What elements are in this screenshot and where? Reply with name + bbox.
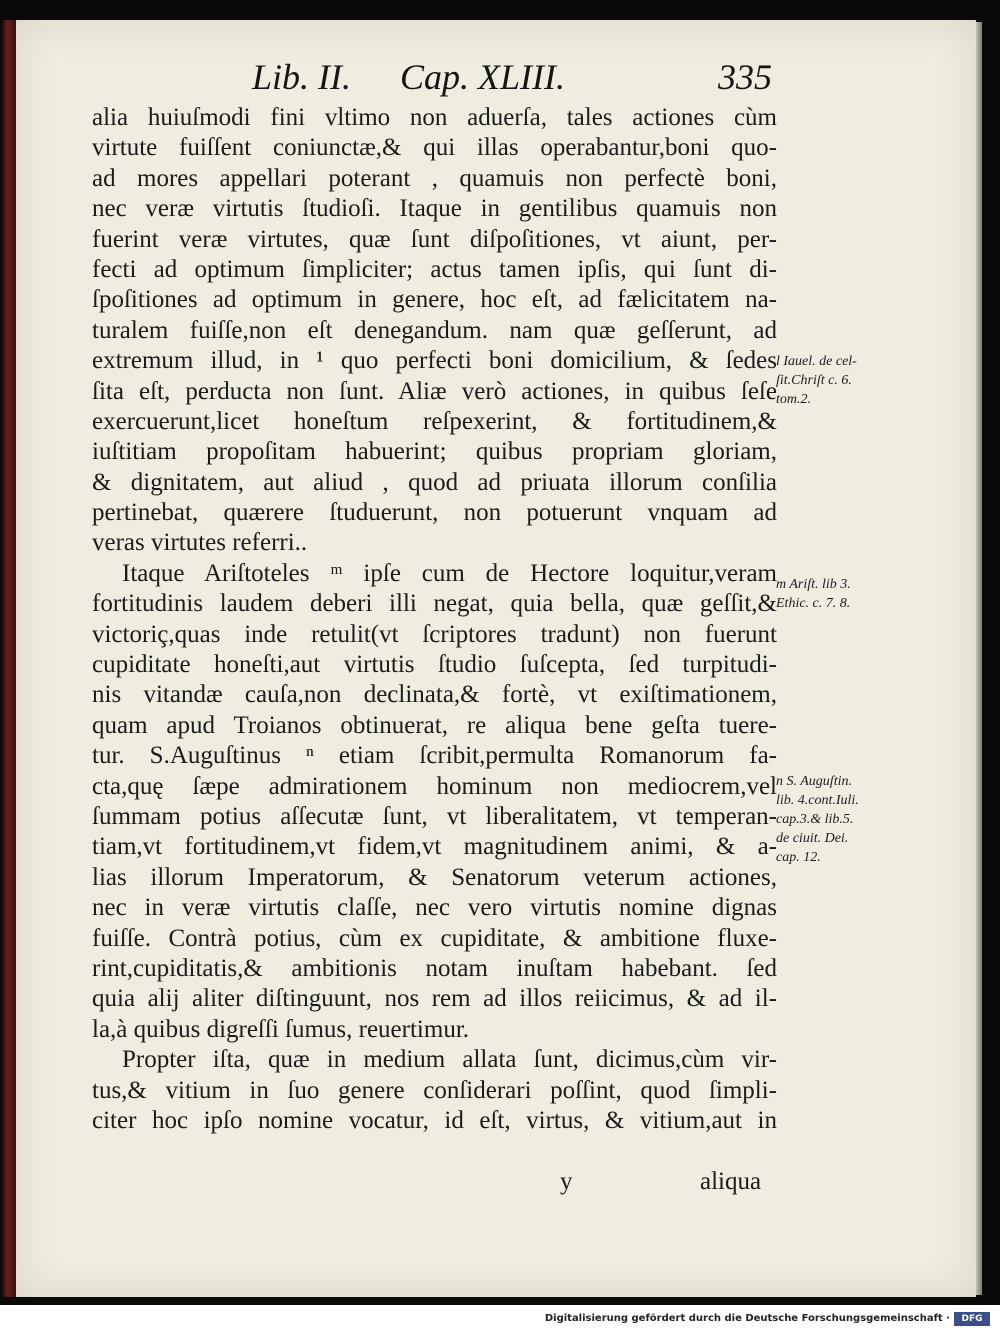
marginal-note-line: Ethic. c. 7. 8. — [776, 596, 851, 611]
text-line: ſita eſt, perducta non ſunt. Aliæ verò actiones, in quibus ſeſe — [92, 377, 777, 405]
text-line: extremum illud, in ¹ quo perfecti boni domicilium, & ſedes — [92, 347, 777, 375]
text-line: citer hoc ipſo nomine vocatur, id eſt, virtus, & vitium,aut in — [92, 1106, 777, 1134]
text-line: fecti ad optimum ſimpliciter; actus tamen ipſis, qui ſunt di- — [92, 255, 777, 283]
text-line: cupiditate honeſti,aut virtutis ſtudio ſuſcepta, ſed turpitudi- — [92, 651, 777, 679]
catchword: aliqua — [700, 1168, 762, 1195]
footer-bar — [0, 1305, 1000, 1332]
text-line: turalem fuiſſe,non eſt denegandum. nam quæ geſſerunt, ad — [92, 316, 777, 344]
text-line: ſpoſitiones ad optimum in genere, hoc eſt, ad fælicitatem na- — [92, 286, 777, 314]
text-line: alia huiuſmodi fini vltimo non aduerſa, tales actiones cùm — [92, 104, 777, 131]
text-line: quam apud Troianos obtinuerat, re aliqua bene geſta tuere- — [92, 711, 777, 739]
text-line: tur. S.Auguſtinus ⁿ etiam ſcribit,permulta Romanorum fa- — [92, 742, 777, 770]
text-line: pertinebat, quærere ſtuduerunt, non potuerunt vnquam ad — [92, 499, 777, 527]
page-number: 335 — [718, 57, 772, 97]
text-line: quia alij aliter diſtinguunt, nos rem ad illos reiicimus, & ad il- — [92, 985, 777, 1013]
text-line: Itaque Ariſtoteles ᵐ ipſe cum de Hectore loquitur,veram — [122, 559, 777, 587]
page-edge-shadow — [976, 22, 982, 1295]
text-line: Propter iſta, quæ in medium allata ſunt, dicimus,cùm vir- — [122, 1046, 777, 1074]
text-line: tus,& vitium in ſuo genere conſiderari poſſint, quod ſimpli- — [92, 1076, 777, 1104]
text-line: ſummam potius aſſecutæ ſunt, vt liberalitatem, vt temperan- — [92, 802, 777, 830]
marginal-note-line: cap. 12. — [776, 850, 821, 865]
text-line: virtute fuiſſent coniunctæ,& qui illas operabantur,boni quo- — [92, 134, 777, 162]
text-line: rint,cupiditatis,& ambitionis notam inuſtam habebant. ſed — [92, 954, 777, 982]
text-line: ad mores appellari poterant , quamuis non perfectè boni, — [92, 164, 777, 192]
running-head-cap: Cap. XLIII. — [400, 57, 565, 97]
marginal-note-l — [776, 352, 896, 409]
text-line: la,à quibus digreſſi ſumus, reuertimur. — [92, 1015, 470, 1043]
text-line: exercuerunt,licet honeſtum reſpexerint, & fortitudinem,& — [92, 407, 777, 435]
marginal-note-line: n S. Auguſtin. — [776, 774, 852, 789]
marginal-note-n — [776, 772, 896, 867]
marginal-note-line: de ciuit. Dei. — [776, 831, 849, 846]
book-binding-edge — [2, 20, 16, 1297]
signature-mark: y — [560, 1168, 573, 1195]
text-line: & dignitatem, aut aliud , quod ad priuata illorum conſilia — [92, 468, 777, 496]
text-line: fortitudinis laudem deberi illi negat, quia bella, quæ geſſit,& — [92, 590, 777, 618]
text-line: fuiſſe. Contrà potius, cùm ex cupiditate, & ambitione fluxe- — [92, 924, 777, 952]
footer-credit: Digitalisierung gefördert durch die Deutsche Forschungsgemeinschaft · — [544, 1313, 950, 1324]
marginal-note-line: l Iauel. de cel- — [776, 354, 857, 369]
running-head-lib: Lib. II. — [252, 57, 351, 97]
marginal-note-line: ſit.Chriſt c. 6. — [776, 373, 852, 388]
dfg-logo-icon: DFG — [954, 1312, 990, 1326]
marginal-note-line: lib. 4.cont.Iuli. — [776, 793, 859, 808]
body-text — [92, 103, 777, 1136]
text-line: nec veræ virtutis ſtudioſi. Itaque in gentilibus quamuis non — [92, 195, 777, 223]
text-line: tiam,vt fortitudinem,vt fidem,vt magnitudinem animi, & a- — [92, 833, 777, 861]
marginal-note-line: m Ariſt. lib 3. — [776, 577, 851, 592]
text-line: victoriç,quas inde retulit(vt ſcriptores tradunt) non fuerunt — [92, 620, 777, 648]
text-line: nis vitandæ cauſa,non declinata,& fortè, vt exiſtimationem, — [92, 681, 777, 709]
text-line: cta,quę ſæpe admirationem hominum non mediocrem,vel — [92, 772, 777, 800]
text-line: fuerint veræ virtutes, quæ ſunt diſpoſitiones, vt aiunt, per- — [92, 225, 777, 253]
text-line: nec in veræ virtutis claſſe, nec vero virtutis nomine dignas — [92, 894, 777, 922]
text-line: lias illorum Imperatorum, & Senatorum veterum actiones, — [92, 863, 777, 891]
text-line: iuſtitiam propoſitam habuerint; quibus propriam gloriam, — [92, 438, 777, 466]
marginal-note-line: tom.2. — [776, 392, 811, 407]
text-line: veras virtutes referri.. — [92, 529, 308, 557]
marginal-note-m — [776, 575, 896, 613]
marginal-note-line: cap.3.& lib.5. — [776, 812, 854, 827]
